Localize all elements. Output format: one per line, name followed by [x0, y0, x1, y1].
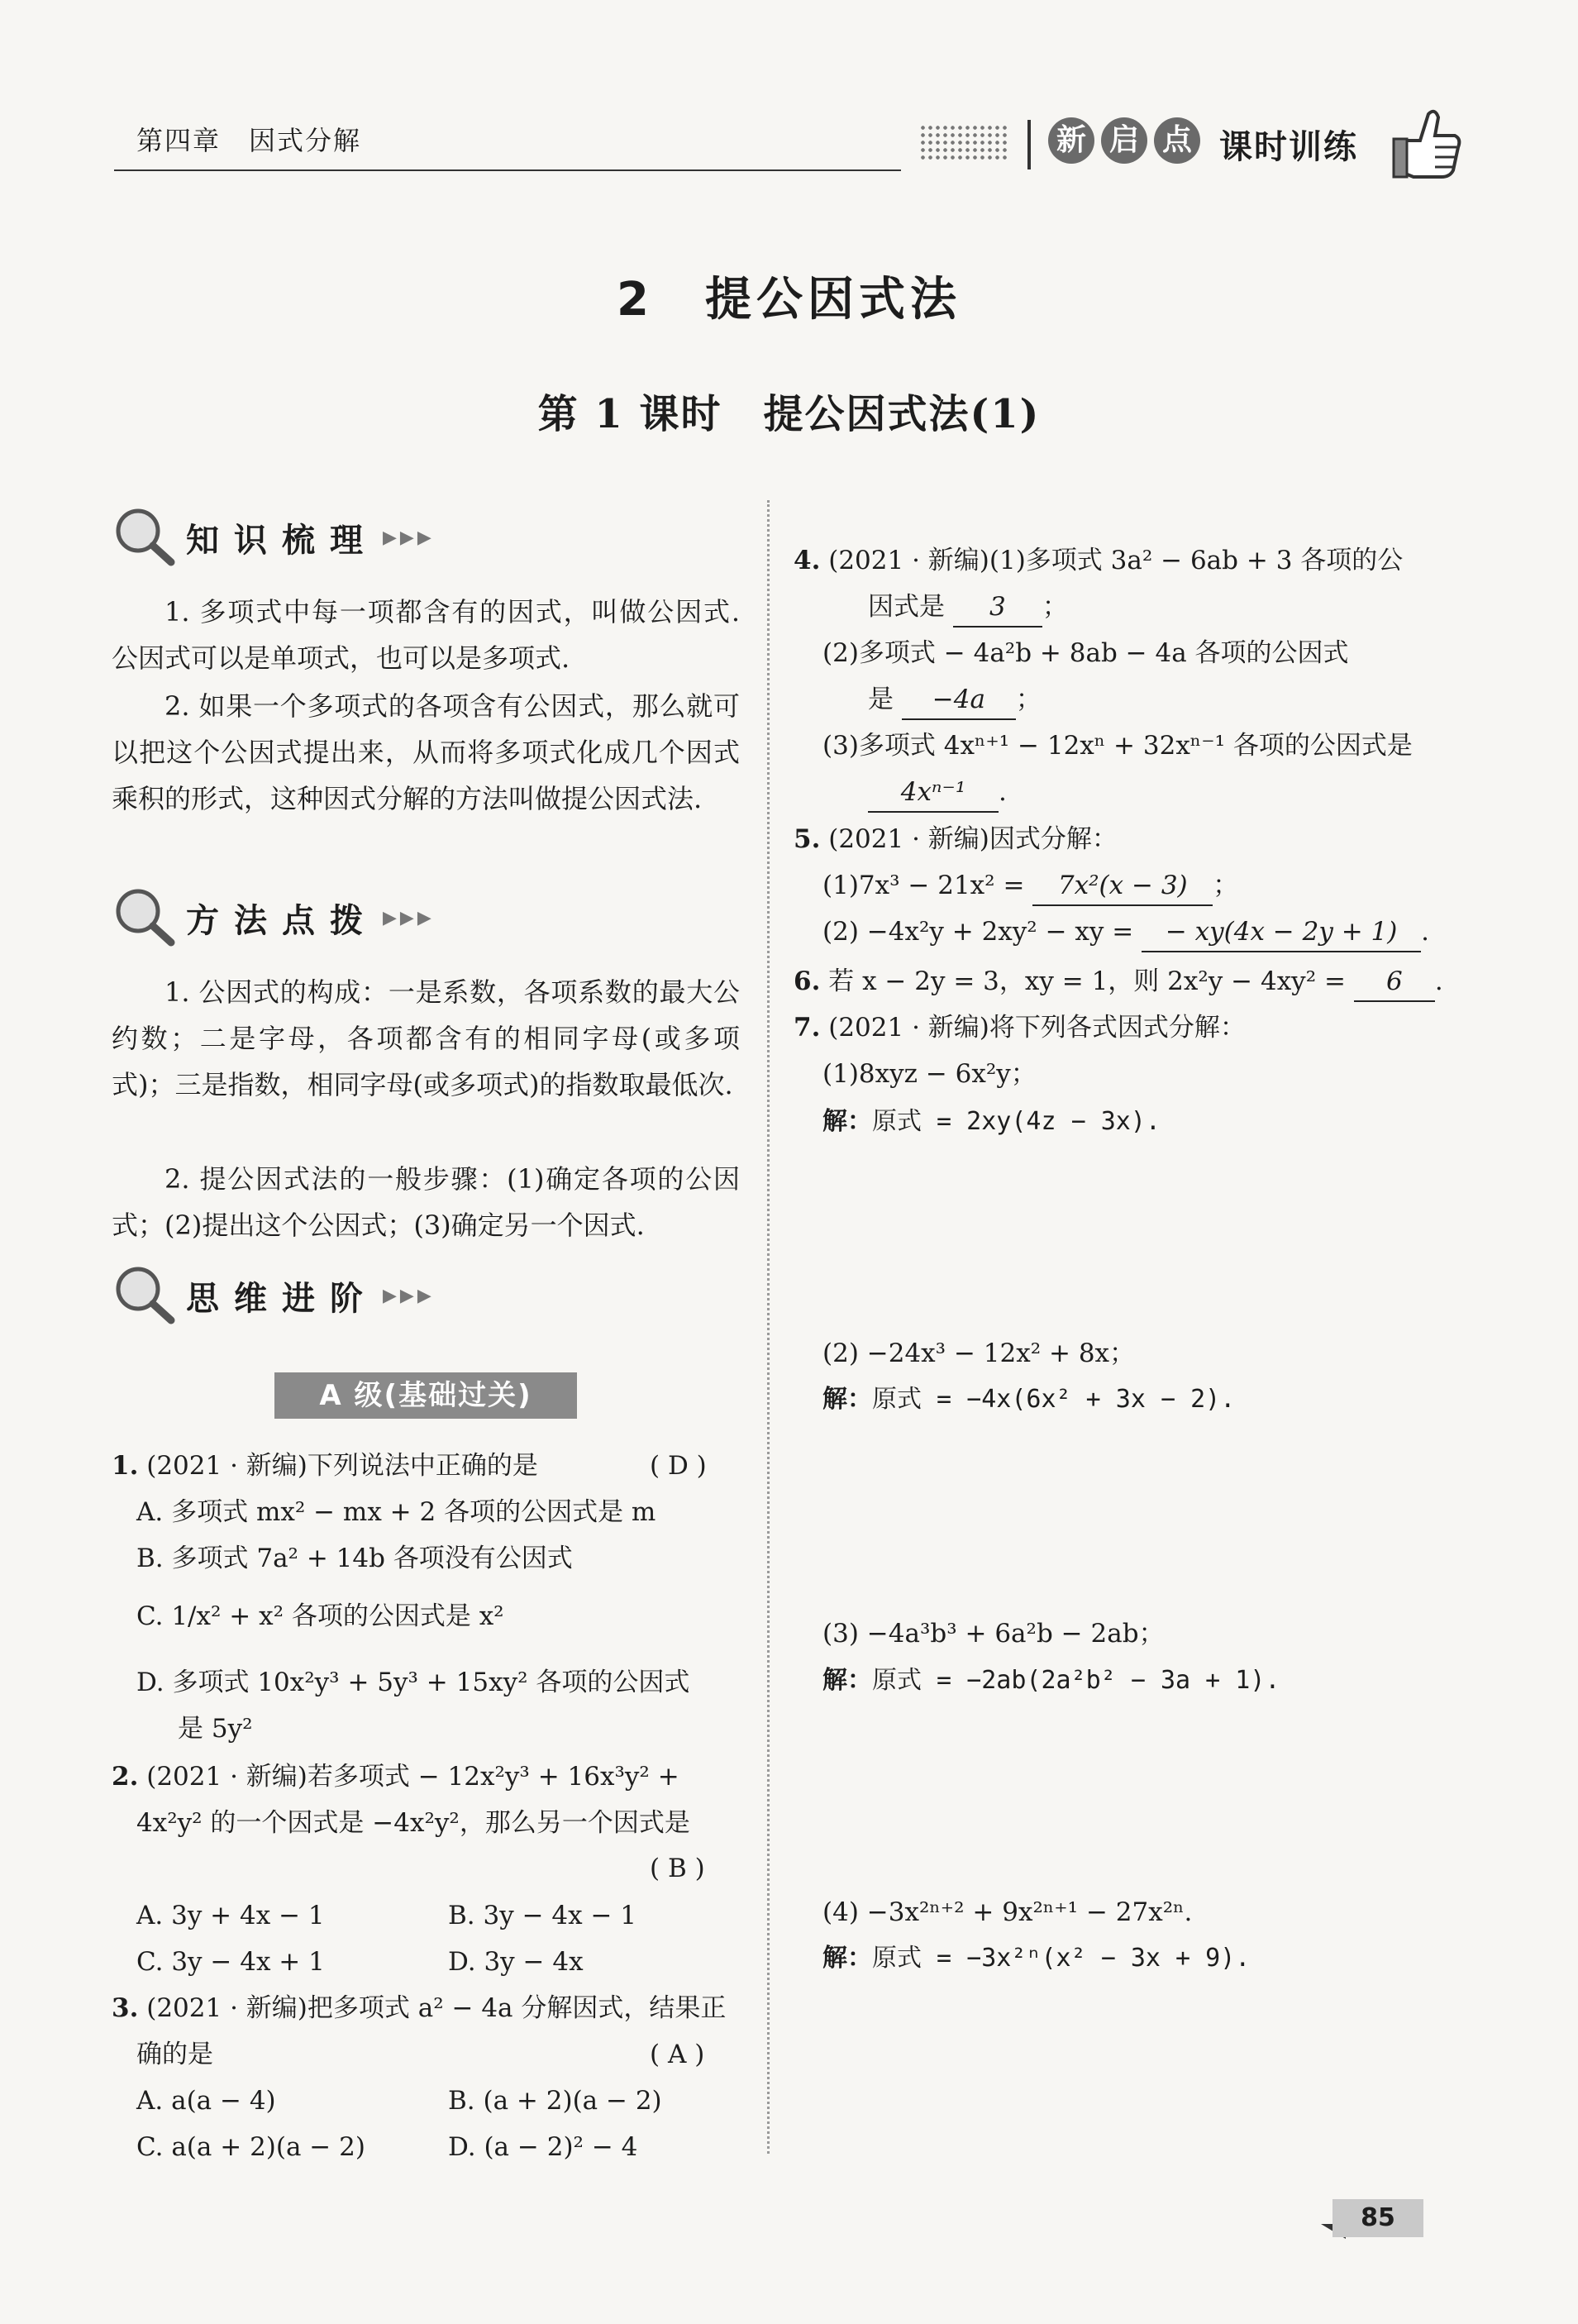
- option-line: A. a(a − 4): [136, 2086, 276, 2116]
- answer-choice: ( A ): [650, 2040, 705, 2069]
- brand-badge-1: 新: [1048, 117, 1094, 164]
- section-label: 思维进阶: [186, 1279, 378, 1318]
- solution-label: 解：: [822, 1107, 872, 1136]
- arrows-icon: ▶▶▶: [383, 907, 435, 928]
- option-line: C. a(a + 2)(a − 2): [136, 2132, 365, 2162]
- option-line: D. 多项式 10x²y³ + 5y³ + 15xy² 各项的公因式: [136, 1668, 690, 1697]
- option-line: D. 3y − 4x: [448, 1947, 584, 1977]
- question-number: 6.: [794, 966, 821, 996]
- section-label: 知识梳理: [186, 521, 378, 560]
- question-text: (2021 · 新编)因式分解：: [828, 824, 1118, 854]
- solution-text: 原式 = 2xy(4z − 3x).: [872, 1107, 1161, 1136]
- question-text-cont: 确的是: [136, 2040, 213, 2069]
- level-badge: A 级(基础过关): [274, 1372, 577, 1419]
- q7-solution-3: [822, 1662, 1280, 1700]
- answer-blank: − xy(4x − 2y + 1): [1142, 913, 1421, 952]
- answer-choice: ( B ): [650, 1854, 705, 1883]
- page-number: 85: [1332, 2199, 1423, 2237]
- brand-badge-3: 点: [1154, 117, 1200, 164]
- solution-label: 解：: [822, 1385, 872, 1414]
- question-7: [794, 1009, 1246, 1047]
- solution-text: 原式 = −3x²ⁿ(x² − 3x + 9).: [872, 1944, 1251, 1973]
- knowledge-para-1: 1. 多项式中每一项都含有的因式，叫做公因式. 公因式可以是单项式，也可以是多项式.: [112, 596, 740, 674]
- brand-name: 课时训练: [1219, 128, 1358, 166]
- question-5: [794, 820, 1118, 858]
- question-text: (2021 · 新编)将下列各式因式分解：: [828, 1013, 1246, 1043]
- q7-solution-1: [822, 1103, 1161, 1141]
- question-number: 4.: [794, 546, 821, 575]
- brand-badge-2: 启: [1101, 117, 1147, 164]
- header-rule: [114, 169, 901, 171]
- chapter-title: 第四章 因式分解: [136, 125, 362, 156]
- solution-text: 原式 = −2ab(2a²b² − 3a + 1).: [872, 1666, 1280, 1695]
- solution-label: 解：: [822, 1666, 872, 1695]
- knowledge-para-2: 2. 如果一个多项式的各项含有公因式，那么就可以把这个公因式提出来，从而将多项式化成几个因式乘积的形式，这种因式分解的方法叫做提公因式法.: [112, 690, 740, 814]
- magnifier-icon: [112, 885, 178, 951]
- question-6: 6. 若 x − 2y = 3，xy = 1，则 2x²y − 4xy² = 6 .: [794, 962, 1443, 1002]
- q4-line-6: 4xⁿ⁻¹ .: [868, 773, 1007, 813]
- q4-line-3: (2)多项式 − 4a²b + 8ab − 4a 各项的公因式: [822, 638, 1349, 668]
- arrows-icon: ▶▶▶: [383, 527, 435, 548]
- q4-line-2: 因式是 3 ；: [868, 588, 1068, 628]
- question-text: 若 x − 2y = 3，xy = 1，则 2x²y − 4xy² =: [828, 966, 1346, 996]
- question-number: 7.: [794, 1013, 821, 1043]
- q4-text: 因式是: [868, 592, 945, 622]
- q7-part-1: (1)8xyz − 6x²y；: [822, 1059, 1037, 1089]
- magnifier-icon: [112, 504, 178, 570]
- answer-blank: 4xⁿ⁻¹: [868, 773, 999, 813]
- option-line: A. 3y + 4x − 1: [136, 1901, 325, 1930]
- section-knowledge-heading: [112, 500, 435, 575]
- question-number: 5.: [794, 824, 821, 854]
- question-text: (2021 · 新编)下列说法中正确的是: [146, 1451, 538, 1481]
- question-1: [112, 1447, 538, 1485]
- q7-solution-4: [822, 1940, 1250, 1978]
- option-line: 是 5y²: [178, 1714, 253, 1744]
- solution-text: 原式 = −4x(6x² + 3x − 2).: [872, 1385, 1236, 1414]
- question-number: 1.: [112, 1451, 139, 1481]
- question-text-cont: 4x²y² 的一个因式是 −4x²y²，那么另一个因式是: [136, 1808, 690, 1838]
- q7-part-4: (4) −3x²ⁿ⁺² + 9x²ⁿ⁺¹ − 27x²ⁿ.: [822, 1897, 1193, 1927]
- option-line: B. (a + 2)(a − 2): [448, 2086, 662, 2116]
- q7-solution-2: [822, 1381, 1235, 1419]
- q4-line-5: (3)多项式 4xⁿ⁺¹ − 12xⁿ + 32xⁿ⁻¹ 各项的公因式是: [822, 731, 1413, 761]
- answer-blank: 3: [953, 588, 1042, 628]
- q4-line-4: 是 −4a ；: [868, 680, 1042, 720]
- option-line: D. (a − 2)² − 4: [448, 2132, 638, 2162]
- answer-choice: ( D ): [650, 1451, 707, 1481]
- section-label: 方法点拨: [186, 901, 378, 940]
- header-separator: [1027, 120, 1031, 169]
- section-method-heading: [112, 880, 435, 955]
- answer-blank: 7x²(x − 3): [1032, 866, 1213, 906]
- question-number: 2.: [112, 1762, 139, 1792]
- lesson-title: 第 1 课时 提公因式法(1): [537, 391, 1041, 437]
- method-para-2: 2. 提公因式法的一般步骤：(1)确定各项的公因式；(2)提出这个公因式；(3)确定另一个因式.: [112, 1163, 740, 1241]
- q7-part-2: (2) −24x³ − 12x² + 8x；: [822, 1339, 1136, 1368]
- option-line: B. 3y − 4x − 1: [448, 1901, 637, 1930]
- section-title: 2 提公因式法: [617, 273, 961, 327]
- answer-blank: 6: [1354, 962, 1435, 1002]
- column-divider: [767, 500, 770, 2154]
- option-line: A. 多项式 mx² − mx + 2 各项的公因式是 m: [136, 1497, 656, 1527]
- q4-text: 是: [868, 685, 894, 714]
- section-thinking-heading: [112, 1258, 435, 1333]
- thumbs-up-icon: [1389, 99, 1463, 182]
- q7-part-3: (3) −4a³b³ + 6a²b − 2ab；: [822, 1619, 1165, 1649]
- question-text: (2021 · 新编)(1)多项式 3a² − 6ab + 3 各项的公: [828, 546, 1404, 575]
- question-text: (2021 · 新编)若多项式 − 12x²y³ + 16x³y² +: [146, 1762, 679, 1792]
- question-4: [794, 542, 1403, 580]
- arrows-icon: ▶▶▶: [383, 1285, 435, 1306]
- solution-label: 解：: [822, 1944, 872, 1973]
- question-text: (2021 · 新编)把多项式 a² − 4a 分解因式，结果正: [146, 1993, 727, 2023]
- magnifier-icon: [112, 1262, 178, 1329]
- option-line: C. 1/x² + x² 各项的公因式是 x²: [136, 1601, 504, 1631]
- q5-line-2: (1)7x³ − 21x² = 7x²(x − 3) ；: [822, 866, 1238, 906]
- answer-blank: −4a: [902, 680, 1016, 720]
- brand-badges: [1048, 117, 1200, 164]
- header-dots: [919, 124, 1010, 160]
- q5-text: (1)7x³ − 21x² =: [822, 871, 1025, 900]
- option-line: C. 3y − 4x + 1: [136, 1947, 325, 1977]
- option-line: B. 多项式 7a² + 14b 各项没有公因式: [136, 1544, 573, 1573]
- q5-line-3: (2) −4x²y + 2xy² − xy = − xy(4x − 2y + 1) .: [822, 913, 1429, 952]
- method-para-1: 1. 公因式的构成：一是系数，各项系数的最大公约数；二是字母，各项都含有的相同字母(或多项式)；三是指数，相同字母(或多项式)的指数取最低次.: [112, 976, 740, 1100]
- question-2: [112, 1758, 679, 1796]
- question-3: [112, 1989, 726, 2027]
- q5-text: (2) −4x²y + 2xy² − xy =: [822, 917, 1134, 947]
- question-number: 3.: [112, 1993, 139, 2023]
